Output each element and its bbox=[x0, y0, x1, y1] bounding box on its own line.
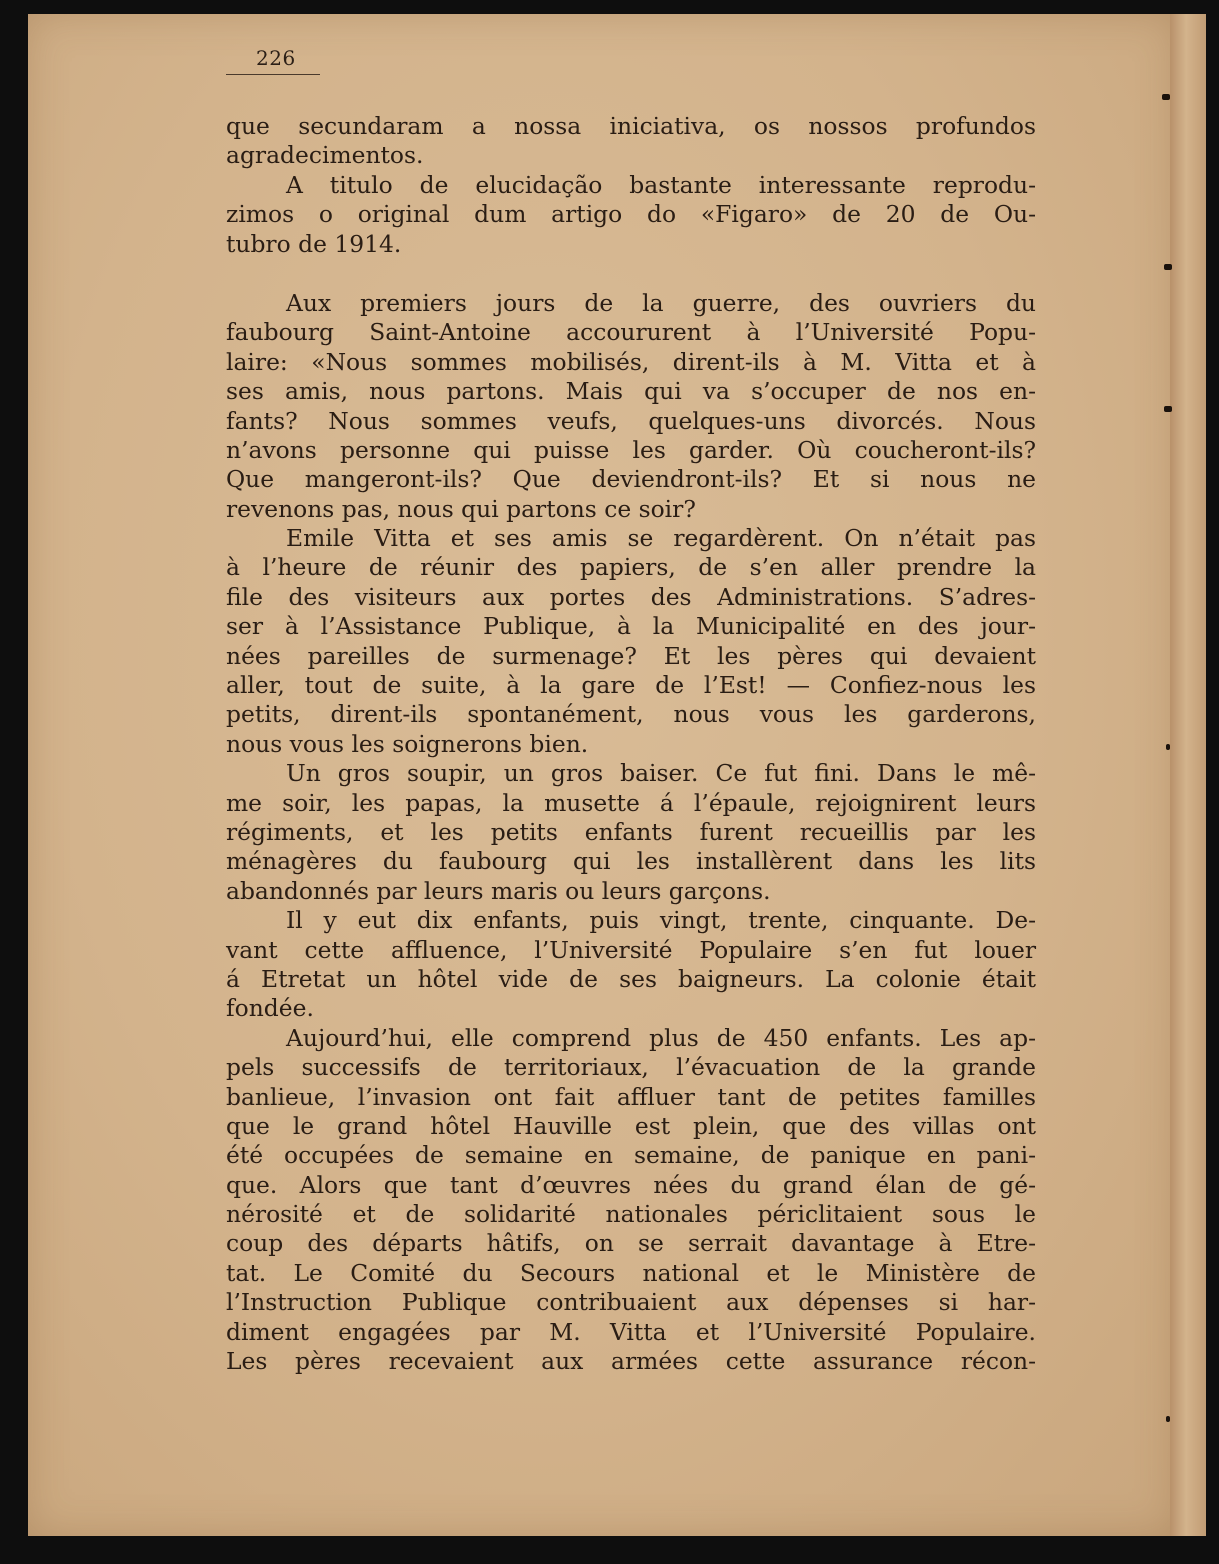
text-line: petits, dirent-ils spontanément, nous vous les garderons, bbox=[226, 700, 1036, 729]
text-line: revenons pas, nous qui partons ce soir? bbox=[226, 494, 696, 523]
text-line: diment engagées par M. Vitta et l’Université Populaire. bbox=[226, 1317, 1036, 1346]
binding-mark bbox=[1162, 94, 1170, 100]
text-line: ser à l’Assistance Publique, à la Municipalité en des jour- bbox=[226, 612, 1036, 641]
text-line: abandonnés par leurs maris ou leurs garçons. bbox=[226, 876, 771, 905]
text-line: agradecimentos. bbox=[226, 141, 424, 170]
header-rule bbox=[226, 74, 320, 75]
text-line: Un gros soupir, un gros baiser. Ce fut fini. Dans le mê- bbox=[286, 759, 1036, 788]
text-line: ses amis, nous partons. Mais qui va s’occuper de nos en- bbox=[226, 377, 1036, 406]
paragraph-gap bbox=[226, 259, 1036, 289]
text-line: fondée. bbox=[226, 994, 314, 1023]
text-line: tubro de 1914. bbox=[226, 229, 402, 258]
binding-mark bbox=[1164, 406, 1172, 412]
text-line: n’avons personne qui puisse les garder. Où coucheront-ils? bbox=[226, 435, 1036, 464]
text-line: vant cette affluence, l’Université Populaire s’en fut louer bbox=[226, 935, 1036, 964]
text-line: nous vous les soignerons bien. bbox=[226, 729, 589, 758]
text-line: Emile Vitta et ses amis se regardèrent. On n’était pas bbox=[286, 524, 1036, 553]
text-line: coup des départs hâtifs, on se serrait davantage à Etre- bbox=[226, 1229, 1036, 1258]
text-line: me soir, les papas, la musette á l’épaule, rejoignirent leurs bbox=[226, 788, 1036, 817]
text-line: régiments, et les petits enfants furent recueillis par les bbox=[226, 817, 1036, 846]
binding-mark bbox=[1164, 264, 1172, 270]
text-line: ménagères du faubourg qui les installèrent dans les lits bbox=[226, 847, 1036, 876]
text-line: zimos o original dum artigo do «Figaro» de 20 de Ou- bbox=[226, 200, 1036, 229]
text-line: Aujourd’hui, elle comprend plus de 450 enfants. Les ap- bbox=[286, 1023, 1036, 1052]
text-line: file des visiteurs aux portes des Administrations. S’adres- bbox=[226, 582, 1036, 611]
text-line: laire: «Nous sommes mobilisés, dirent-ils à M. Vitta et à bbox=[226, 347, 1036, 376]
page-gutter bbox=[1170, 14, 1206, 1536]
text-line: pels successifs de territoriaux, l’évacuation de la grande bbox=[226, 1053, 1036, 1082]
text-line: Les pères recevaient aux armées cette assurance récon- bbox=[226, 1347, 1036, 1376]
text-line: que secundaram a nossa iniciativa, os nossos profundos bbox=[226, 112, 1036, 140]
page-number: 226 bbox=[256, 46, 296, 70]
text-line: l’Instruction Publique contribuaient aux dépenses si har- bbox=[226, 1288, 1036, 1317]
text-line: Aux premiers jours de la guerre, des ouvriers du bbox=[286, 288, 1036, 317]
text-line: tat. Le Comité du Secours national et le Ministère de bbox=[226, 1258, 1036, 1287]
text-line: A titulo de elucidação bastante interessante reprodu- bbox=[286, 170, 1036, 199]
binding-mark bbox=[1166, 744, 1170, 750]
body-text bbox=[226, 112, 1036, 1376]
text-line: que le grand hôtel Hauville est plein, que des villas ont bbox=[226, 1111, 1036, 1140]
text-line: á Etretat un hôtel vide de ses baigneurs. La colonie était bbox=[226, 964, 1036, 993]
text-line: nées pareilles de surmenage? Et les pères qui devaient bbox=[226, 641, 1036, 670]
text-line: aller, tout de suite, à la gare de l’Est! — Confiez-nous les bbox=[226, 671, 1036, 700]
text-line: Il y eut dix enfants, puis vingt, trente, cinquante. De- bbox=[286, 906, 1036, 935]
text-line: que. Alors que tant d’œuvres nées du grand élan de gé- bbox=[226, 1170, 1036, 1199]
binding-mark bbox=[1166, 1416, 1170, 1422]
text-line: été occupées de semaine en semaine, de panique en pani- bbox=[226, 1141, 1036, 1170]
text-line: banlieue, l’invasion ont fait affluer tant de petites familles bbox=[226, 1082, 1036, 1111]
text-line: faubourg Saint-Antoine accoururent à l’Université Popu- bbox=[226, 318, 1036, 347]
text-line: fants? Nous sommes veufs, quelques-uns divorcés. Nous bbox=[226, 406, 1036, 435]
text-line: à l’heure de réunir des papiers, de s’en aller prendre la bbox=[226, 553, 1036, 582]
text-line: Que mangeront-ils? Que deviendront-ils? Et si nous ne bbox=[226, 465, 1036, 494]
text-line: nérosité et de solidarité nationales périclitaient sous le bbox=[226, 1200, 1036, 1229]
